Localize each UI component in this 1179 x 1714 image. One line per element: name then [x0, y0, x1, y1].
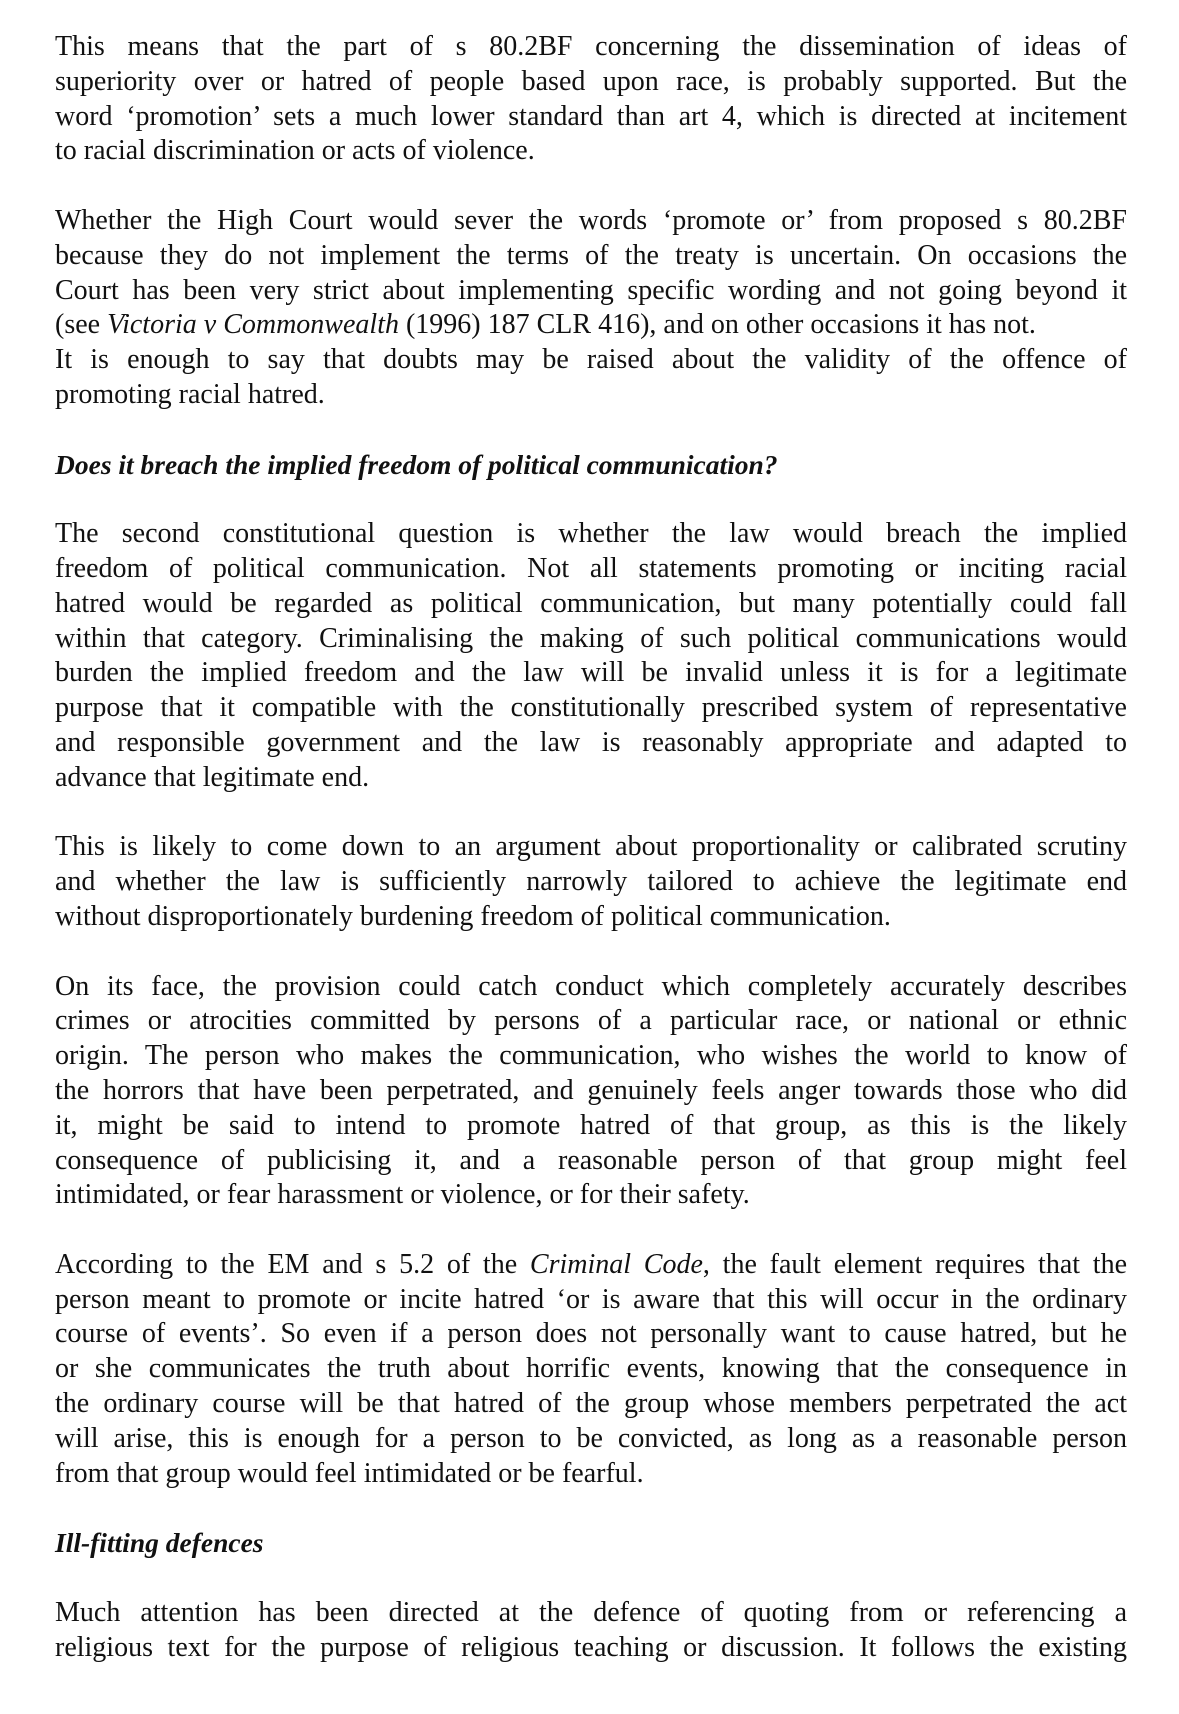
text-line: hatred would be regarded as political communication, but many potentially could fall	[55, 587, 1127, 619]
text-line: from that group would feel intimidated or be fearful.	[55, 1457, 644, 1489]
paragraph-on-its-face	[55, 970, 1127, 1214]
text-line: burden the implied freedom and the law will be invalid unless it is for a legitimate	[55, 657, 1127, 689]
text-segment: According to the EM and s 5.2 of the	[55, 1248, 530, 1280]
text-line: On its face, the provision could catch conduct which completely accurately describes	[55, 970, 1127, 1002]
text-line: This is likely to come down to an argument about proportionality or calibrated scrutiny	[55, 831, 1127, 863]
text-line: and whether the law is sufficiently narrowly tailored to achieve the legitimate end	[55, 866, 1127, 898]
text-line: to racial discrimination or acts of violence.	[55, 135, 535, 167]
text-line: the horrors that have been perpetrated, and genuinely feels anger towards those who did	[55, 1074, 1127, 1106]
text-line: promoting racial hatred.	[55, 378, 325, 410]
text-line: superiority over or hatred of people based upon race, is probably supported. But the	[55, 65, 1127, 97]
text-segment: , the fault element requires that the	[702, 1248, 1127, 1280]
text-line: it, might be said to intend to promote hatred of that group, as this is the likely	[55, 1109, 1127, 1141]
text-line: consequence of publicising it, and a reasonable person of that group might feel	[55, 1144, 1127, 1176]
case-citation: Victoria v Commonwealth	[107, 309, 399, 341]
text-line: advance that legitimate end.	[55, 761, 370, 793]
text-line: will arise, this is enough for a person to be convicted, as long as a reasonable person	[55, 1422, 1127, 1454]
paragraph-severance	[55, 204, 1127, 413]
text-line: This means that the part of s 80.2BF concerning the dissemination of ideas of	[55, 31, 1127, 62]
text-line: religious text for the purpose of religious teaching or discussion. It follows the existing	[55, 1631, 1127, 1663]
text-line: purpose that it compatible with the constitutionally prescribed system of representative	[55, 692, 1127, 724]
text-line-with-citation	[55, 308, 1127, 343]
text-line: or she communicates the truth about horrific events, knowing that the consequence in	[55, 1353, 1127, 1385]
text-line: origin. The person who makes the communication, who wishes the world to know of	[55, 1040, 1127, 1072]
text-segment: (see	[55, 309, 108, 341]
statute-title: Criminal Code	[529, 1248, 703, 1280]
text-line: without disproportionately burdening freedom of political communication.	[55, 900, 891, 932]
text-line: course of events’. So even if a person does not personally want to cause hatred, but he	[55, 1318, 1127, 1350]
text-line: Court has been very strict about implementing specific wording and not going beyond it	[55, 274, 1127, 306]
text-line: the ordinary course will be that hatred of the group whose members perpetrated the act	[55, 1388, 1127, 1420]
paragraph-dissemination	[55, 30, 1127, 169]
paragraph-proportionality	[55, 830, 1127, 934]
text-segment: (1996) 187 CLR 416), and on other occasions it has not.	[398, 309, 1036, 341]
paragraph-religious-defence	[55, 1596, 1127, 1666]
text-line: word ‘promotion’ sets a much lower standard than art 4, which is directed at incitement	[55, 100, 1127, 132]
paragraph-implied-freedom	[55, 517, 1127, 795]
section-heading-ill-fitting-defences: Ill-fitting defences	[55, 1527, 264, 1559]
text-line: and responsible government and the law is reasonably appropriate and adapted to	[55, 726, 1127, 758]
section-heading-political-communication: Does it breach the implied freedom of political communication?	[55, 448, 778, 480]
text-line: freedom of political communication. Not all statements promoting or inciting racial	[55, 552, 1127, 584]
document-page	[55, 30, 1127, 1700]
text-line: The second constitutional question is whether the law would breach the implied	[55, 518, 1127, 550]
text-line: person meant to promote or incite hatred ‘or is aware that this will occur in the ordinary	[55, 1283, 1127, 1315]
text-line: crimes or atrocities committed by persons of a particular race, or national or ethnic	[55, 1005, 1127, 1037]
text-line: because they do not implement the terms of the treaty is uncertain. On occasions the	[55, 239, 1127, 271]
text-line-with-citation	[55, 1248, 1127, 1283]
text-line: Much attention has been directed at the defence of quoting from or referencing a	[55, 1596, 1127, 1628]
text-line: within that category. Criminalising the making of such political communications would	[55, 622, 1127, 654]
text-line: Whether the High Court would sever the words ‘promote or’ from proposed s 80.2BF	[55, 204, 1127, 236]
text-line: It is enough to say that doubts may be raised about the validity of the offence of	[55, 344, 1127, 376]
text-line: intimidated, or fear harassment or violence, or for their safety.	[55, 1179, 750, 1211]
paragraph-fault-element	[55, 1248, 1127, 1492]
